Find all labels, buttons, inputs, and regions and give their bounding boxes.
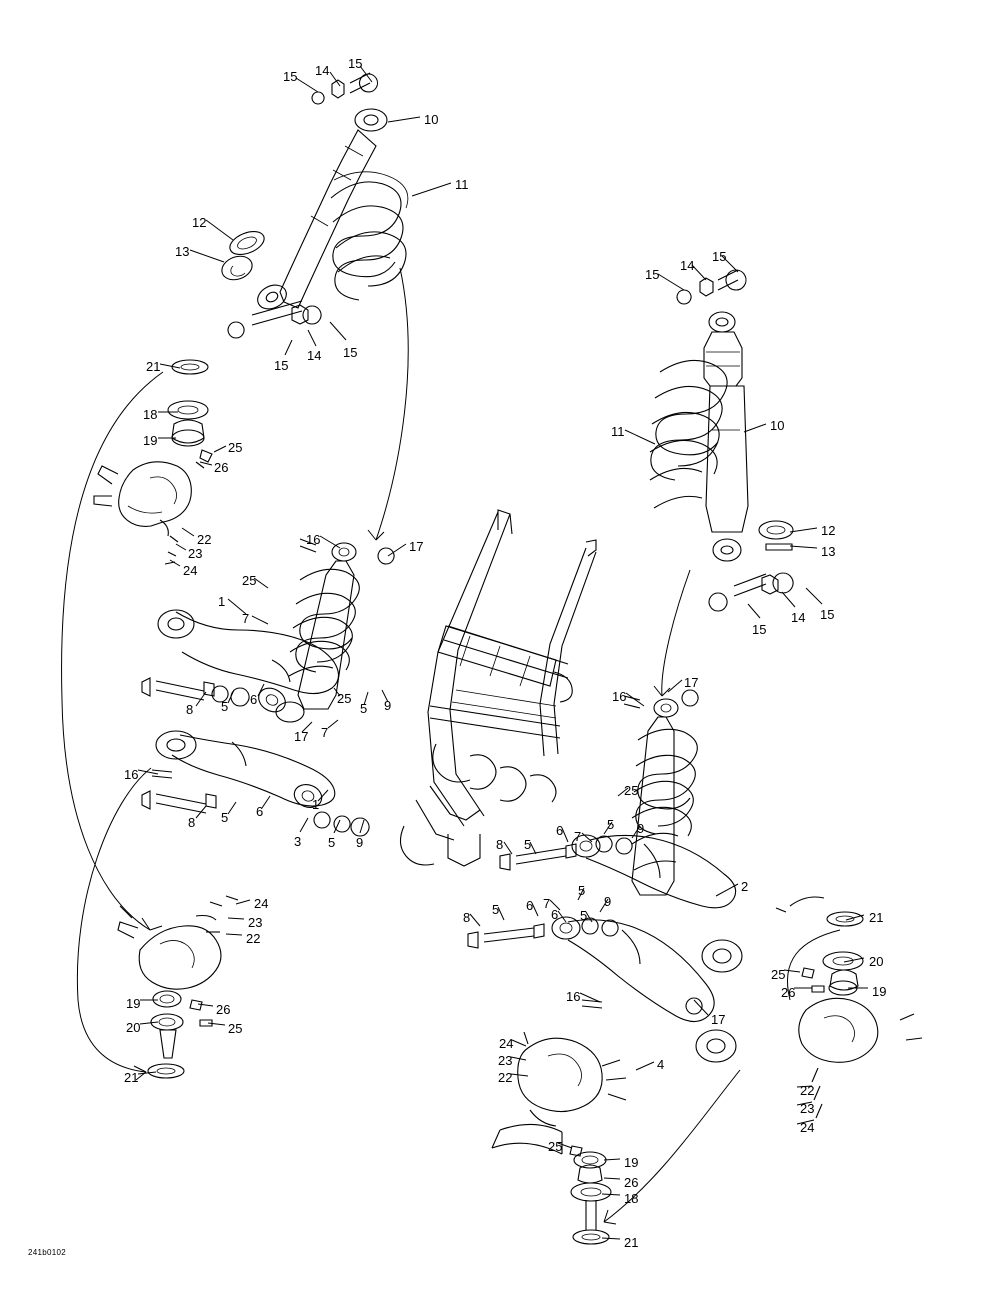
callout-number: 15 bbox=[820, 607, 835, 622]
callout-number: 1 bbox=[218, 594, 226, 609]
left-knuckle-upper bbox=[94, 360, 212, 564]
callout-number: 22 bbox=[197, 532, 212, 547]
callout-number: 5 bbox=[578, 883, 586, 898]
callout-number: 24 bbox=[800, 1120, 815, 1135]
callout-number: 21 bbox=[624, 1235, 639, 1250]
callout-number: 5 bbox=[221, 699, 229, 714]
callout-number: 23 bbox=[188, 546, 203, 561]
leader-line bbox=[300, 818, 308, 832]
callout-number: 6 bbox=[551, 907, 559, 922]
callout-number: 7 bbox=[574, 829, 582, 844]
callout-number: 17 bbox=[294, 729, 309, 744]
leader-line bbox=[176, 544, 186, 550]
callout-number: 15 bbox=[283, 69, 298, 84]
leader-line bbox=[190, 250, 224, 262]
leader-line bbox=[604, 1178, 620, 1179]
callout-number: 24 bbox=[254, 896, 269, 911]
left-upper-a-arm bbox=[142, 610, 339, 717]
upper-left-shock-group bbox=[222, 73, 408, 338]
part-code-label: 241b0102 bbox=[28, 1248, 66, 1257]
center-frame bbox=[400, 510, 596, 866]
callout-number: 3 bbox=[294, 834, 302, 849]
leader-line bbox=[360, 820, 364, 833]
callout-number: 22 bbox=[246, 931, 261, 946]
callout-number: 15 bbox=[645, 267, 660, 282]
leader-line bbox=[626, 693, 644, 706]
leader-line bbox=[790, 546, 817, 548]
callout-number: 25 bbox=[771, 967, 786, 982]
callout-number: 16 bbox=[566, 989, 581, 1004]
callout-number: 9 bbox=[604, 894, 612, 909]
callout-number: 8 bbox=[186, 702, 194, 717]
leader-line bbox=[716, 884, 738, 896]
leader-line bbox=[782, 592, 795, 607]
callout-number: 22 bbox=[800, 1083, 815, 1098]
leader-line bbox=[784, 970, 800, 972]
callout-number: 10 bbox=[770, 418, 785, 433]
leader-line bbox=[668, 680, 682, 692]
callout-number: 11 bbox=[455, 177, 469, 192]
callout-number: 19 bbox=[126, 996, 141, 1011]
callout-number: 25 bbox=[337, 691, 352, 706]
callout-number: 12 bbox=[821, 523, 836, 538]
callout-number: 7 bbox=[242, 611, 250, 626]
callout-number: 23 bbox=[498, 1053, 513, 1068]
left-center-shock bbox=[276, 539, 394, 722]
leader-line bbox=[846, 915, 864, 920]
callout-number: 15 bbox=[348, 56, 363, 71]
callout-number: 5 bbox=[360, 701, 368, 716]
callout-number: 8 bbox=[463, 910, 471, 925]
callout-number: 5 bbox=[607, 817, 615, 832]
leader-line bbox=[208, 1023, 225, 1025]
leader-line bbox=[228, 690, 234, 703]
leader-line bbox=[138, 1072, 156, 1074]
callout-number: 25 bbox=[624, 783, 639, 798]
leader-line bbox=[226, 934, 242, 935]
leader-line bbox=[748, 604, 760, 618]
leader-line bbox=[182, 528, 194, 536]
callout-number: 19 bbox=[872, 984, 887, 999]
callout-number: 18 bbox=[624, 1191, 639, 1206]
leader-line bbox=[602, 1194, 620, 1195]
callout-number: 5 bbox=[524, 837, 532, 852]
leader-line bbox=[285, 340, 292, 355]
callout-number: 26 bbox=[624, 1175, 639, 1190]
leader-line bbox=[412, 183, 451, 196]
callout-number: 26 bbox=[214, 460, 229, 475]
leader-line bbox=[504, 842, 512, 854]
callout-number: 18 bbox=[143, 407, 158, 422]
leader-line bbox=[512, 1040, 526, 1046]
callout-number: 9 bbox=[637, 821, 645, 836]
callout-number: 17 bbox=[684, 675, 699, 690]
leader-line bbox=[330, 322, 346, 340]
callout-number: 6 bbox=[526, 898, 534, 913]
leader-line bbox=[511, 1074, 528, 1076]
callout-number: 4 bbox=[657, 1057, 665, 1072]
callout-number: 15 bbox=[752, 622, 767, 637]
leader-line bbox=[228, 802, 236, 814]
leader-line bbox=[214, 446, 226, 452]
leader-line bbox=[196, 806, 206, 818]
leader-line bbox=[470, 914, 480, 926]
callout-number: 15 bbox=[343, 345, 358, 360]
leader-line bbox=[511, 1057, 526, 1060]
callout-number: 21 bbox=[124, 1070, 139, 1085]
callout-number: 7 bbox=[543, 896, 551, 911]
callout-number: 6 bbox=[250, 692, 258, 707]
callout-number: 2 bbox=[741, 879, 749, 894]
leader-line bbox=[625, 430, 655, 444]
leader-line bbox=[308, 330, 316, 346]
callout-number: 13 bbox=[175, 244, 190, 259]
leader-line bbox=[296, 78, 318, 92]
leader-line bbox=[140, 1022, 158, 1024]
callout-number: 1 bbox=[312, 797, 320, 812]
leader-line bbox=[658, 274, 684, 290]
left-knuckle-lower bbox=[118, 896, 238, 1078]
callout-number: 5 bbox=[492, 902, 500, 917]
callout-number: 6 bbox=[256, 804, 264, 819]
leader-line bbox=[160, 364, 180, 368]
callout-number: 5 bbox=[328, 835, 336, 850]
callout-number: 23 bbox=[800, 1101, 815, 1116]
leader-line bbox=[806, 588, 822, 604]
callout-number: 24 bbox=[499, 1036, 514, 1051]
leader-line bbox=[790, 528, 817, 532]
leader-line bbox=[198, 1004, 213, 1006]
callout-number: 12 bbox=[192, 215, 207, 230]
callout-number: 5 bbox=[221, 810, 229, 825]
callout-number: 7 bbox=[321, 725, 329, 740]
callout-number: 21 bbox=[146, 359, 161, 374]
callout-number: 10 bbox=[424, 112, 439, 127]
upper-right-shock-group bbox=[650, 270, 793, 611]
leader-line bbox=[744, 424, 766, 432]
leader-line bbox=[602, 1238, 620, 1239]
callout-number: 8 bbox=[188, 815, 196, 830]
right-upper-a-arm bbox=[500, 835, 742, 972]
leader-line bbox=[388, 117, 420, 122]
leader-line bbox=[582, 833, 592, 842]
callout-number: 9 bbox=[384, 698, 392, 713]
leader-line bbox=[328, 720, 338, 728]
callout-number: 15 bbox=[274, 358, 289, 373]
callout-number: 16 bbox=[612, 689, 627, 704]
callout-number: 26 bbox=[781, 985, 796, 1000]
callout-number: 17 bbox=[711, 1012, 726, 1027]
right-knuckle-upper bbox=[776, 897, 922, 1118]
leader-line bbox=[844, 958, 864, 962]
callout-number: 14 bbox=[307, 348, 322, 363]
callout-number: 25 bbox=[228, 1021, 243, 1036]
callout-number: 19 bbox=[143, 433, 158, 448]
callout-number: 25 bbox=[228, 440, 243, 455]
callout-number: 22 bbox=[498, 1070, 513, 1085]
callout-number: 6 bbox=[556, 823, 564, 838]
callout-number: 5 bbox=[580, 908, 588, 923]
callout-number: 16 bbox=[124, 767, 139, 782]
leader-line bbox=[200, 462, 212, 465]
left-lower-a-arm bbox=[142, 731, 369, 836]
leader-line bbox=[206, 220, 233, 240]
leader-line bbox=[228, 918, 244, 919]
callout-number: 19 bbox=[624, 1155, 639, 1170]
callout-number: 24 bbox=[183, 563, 198, 578]
leader-line bbox=[236, 900, 250, 904]
callout-number: 14 bbox=[315, 63, 330, 78]
callout-number: 8 bbox=[496, 837, 504, 852]
callout-number: 14 bbox=[680, 258, 695, 273]
callout-number: 20 bbox=[126, 1020, 141, 1035]
callout-number: 26 bbox=[216, 1002, 231, 1017]
callout-number: 11 bbox=[611, 424, 625, 439]
callout-number: 23 bbox=[248, 915, 263, 930]
callout-number: 9 bbox=[356, 835, 364, 850]
callout-number: 25 bbox=[548, 1139, 563, 1154]
leader-line bbox=[320, 536, 340, 548]
callout-number: 21 bbox=[869, 910, 884, 925]
callout-number: 16 bbox=[306, 532, 321, 547]
callout-number: 17 bbox=[409, 539, 424, 554]
callout-number: 14 bbox=[791, 610, 806, 625]
callout-number: 15 bbox=[712, 249, 727, 264]
callout-number: 25 bbox=[242, 573, 257, 588]
leader-line bbox=[636, 1062, 654, 1070]
callout-number: 20 bbox=[869, 954, 884, 969]
leader-line bbox=[252, 616, 268, 624]
callout-number: 13 bbox=[821, 544, 836, 559]
